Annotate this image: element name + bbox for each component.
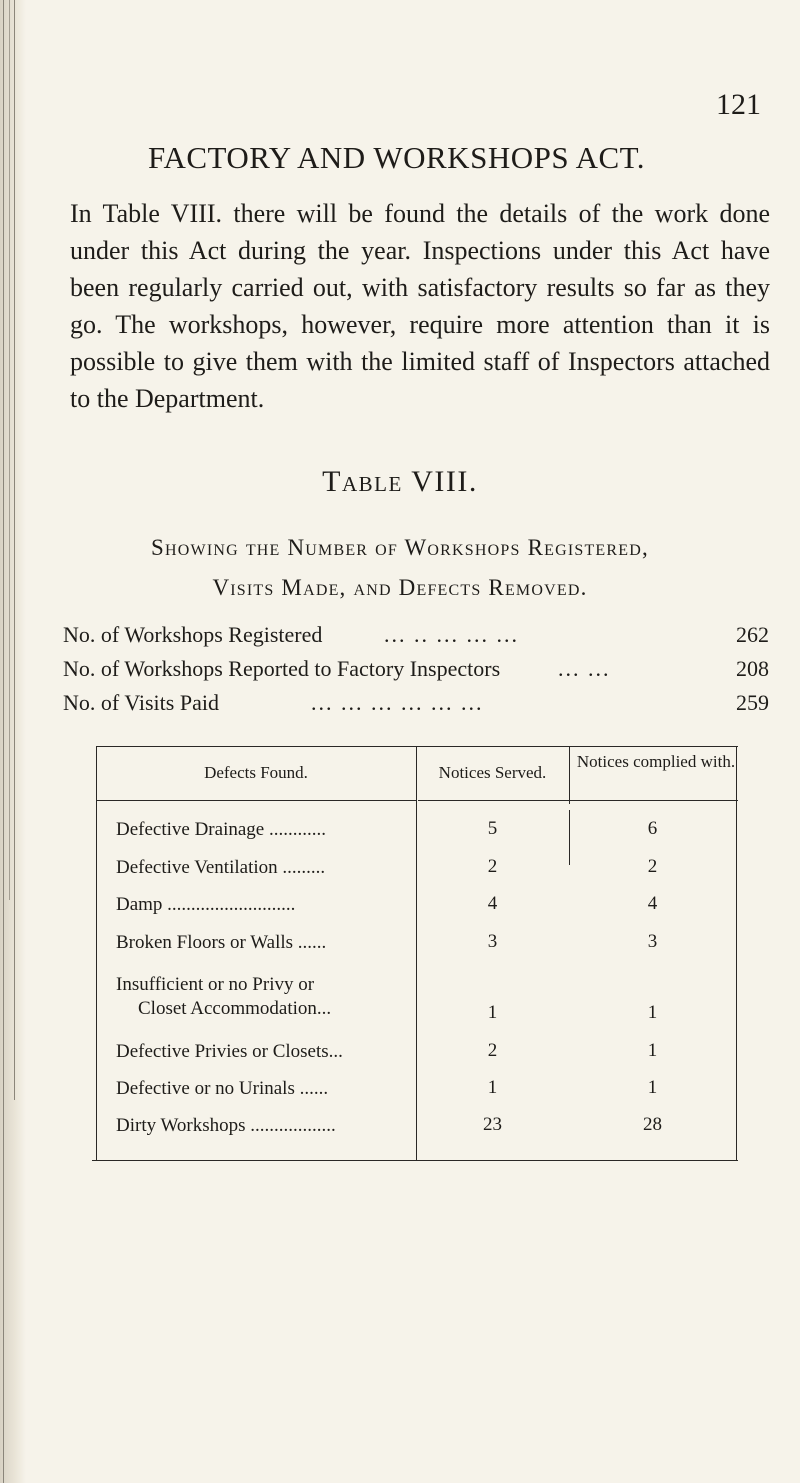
header-rule [418, 800, 738, 801]
table-left-rule [96, 746, 97, 1160]
table-subtitle-line-2: Visits Made, and Defects Removed. [212, 575, 588, 600]
header-notices-complied: Notices complied with. [576, 752, 736, 771]
summary-row-reported [63, 656, 769, 686]
notices-complied-value: 28 [643, 1114, 662, 1135]
header-rule [96, 800, 416, 801]
table-subtitle-line-1: Showing the Number of Workshops Registered, [151, 535, 649, 560]
notices-served-value: 5 [487, 818, 498, 839]
summary-value: 259 [736, 690, 769, 715]
notices-complied-value: 2 [647, 856, 658, 877]
summary-label: No. of Workshops Reported to Factory Inspectors [63, 656, 501, 681]
defect-label: Defective Privies or Closets... [116, 1041, 343, 1062]
summary-value: 208 [736, 656, 769, 681]
defect-label: Dirty Workshops .................. [116, 1115, 336, 1136]
defect-label: Defective Ventilation ......... [116, 857, 326, 878]
notices-complied-value: 6 [647, 818, 658, 839]
table-title: Table VIII. [322, 465, 478, 498]
intro-paragraph: In Table VIII. there will be found the details of the work done under this Act during the year. Inspections under this Act have been regularly carried out, with satisfactory results so far as they go. The workshops, however, require more attention than it is possible to give them with the limited staff of Inspectors attached to the Department. [70, 199, 770, 413]
table-bottom-rule [92, 1160, 738, 1161]
notices-served-value: 3 [487, 931, 498, 952]
leader-dots: ... ... ... ... ... ... [311, 690, 484, 715]
defect-label: Damp ........................... [116, 894, 296, 915]
notices-complied-value: 1 [647, 1077, 658, 1098]
table-right-rule [736, 746, 737, 1160]
notices-served-value: 4 [487, 893, 498, 914]
defect-label: Insufficient or no Privy or [116, 974, 315, 995]
notices-complied-value: 4 [647, 893, 658, 914]
table-top-rule [96, 746, 738, 747]
leader-dots: ... .. ... ... ... [384, 622, 519, 647]
summary-label: No. of Workshops Registered [63, 622, 323, 647]
summary-label: No. of Visits Paid [63, 690, 219, 715]
defect-label: Defective or no Urinals ...... [116, 1078, 329, 1099]
notices-served-value: 2 [487, 1040, 498, 1061]
notices-served-value: 23 [483, 1114, 502, 1135]
notices-complied-value: 1 [647, 1002, 658, 1023]
summary-value: 262 [736, 622, 769, 647]
notices-complied-value: 1 [647, 1040, 658, 1061]
notices-served-value: 2 [487, 856, 498, 877]
header-notices-served: Notices Served. [438, 763, 547, 782]
notices-complied-value: 3 [647, 931, 658, 952]
leader-dots: ... ... [558, 656, 611, 681]
header-defects-found: Defects Found. [204, 763, 308, 782]
defect-label: Defective Drainage ............ [116, 819, 326, 840]
binding-line [3, 0, 4, 1483]
notices-served-value: 1 [487, 1002, 498, 1023]
defect-label: Broken Floors or Walls ...... [116, 932, 327, 953]
section-title: FACTORY AND WORKSHOPS ACT. [148, 140, 646, 175]
column-rule [569, 746, 570, 804]
summary-row-registered [63, 622, 769, 652]
notices-served-value: 1 [487, 1077, 498, 1098]
defect-label: Closet Accommodation... [138, 998, 332, 1019]
binding-line [9, 0, 10, 900]
page-number: 121 [716, 88, 761, 121]
summary-row-visits [63, 690, 769, 720]
